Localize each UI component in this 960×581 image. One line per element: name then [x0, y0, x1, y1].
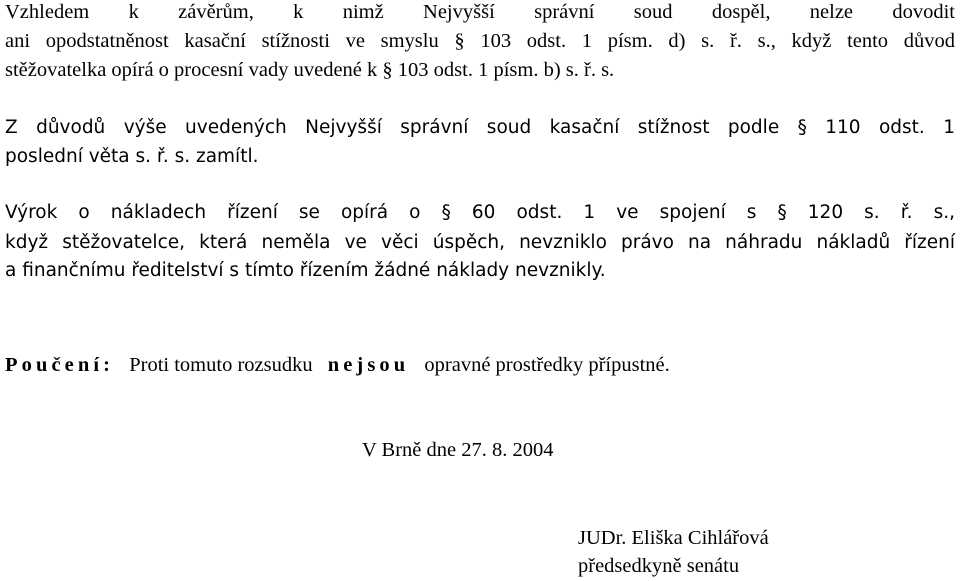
signature-name: JUDr. Eliška Cihlářová	[578, 527, 769, 549]
paragraph-1-line-3: stěžovatelka opírá o procesní vady uvedené k § 103 odst. 1 písm. b) s. ř. s.	[5, 59, 615, 81]
instruction-text-after: opravné prostředky přípustné.	[424, 354, 670, 376]
place-date: V Brně dne 27. 8. 2004	[362, 439, 554, 461]
instruction-text: Proti tomuto rozsudku	[129, 354, 313, 376]
paragraph-3-line-2: když stěžovatelce, která neměla ve věci úspěch, nevzniklo právo na náhradu nákladů řízení	[5, 232, 955, 253]
paragraph-3-line-1: Výrok o nákladech řízení se opírá o § 60 odst. 1 ve spojení s § 120 s. ř. s.,	[5, 202, 955, 223]
instruction-label: Poučení:	[5, 354, 115, 376]
paragraph-2-line-2: poslední věta s. ř. s. zamítl.	[5, 146, 259, 167]
signature-title: předsedkyně senátu	[578, 555, 740, 577]
instruction-line	[5, 353, 670, 377]
paragraph-2-line-1: Z důvodů výše uvedených Nejvyšší správní soud kasační stížnost podle § 110 odst. 1	[5, 117, 955, 138]
paragraph-1-line-1: Vzhledem k závěrům, k nimž Nejvyšší správní soud dospěl, nelze dovodit	[5, 1, 955, 23]
paragraph-1-line-2: ani opodstatněnost kasační stížnosti ve smyslu § 103 odst. 1 písm. d) s. ř. s., když tento důvod	[5, 30, 955, 52]
paragraph-3-line-3: a finančnímu ředitelství s tímto řízením žádné náklady nevznikly.	[5, 260, 606, 281]
instruction-emphasis: nejsou	[327, 354, 410, 376]
